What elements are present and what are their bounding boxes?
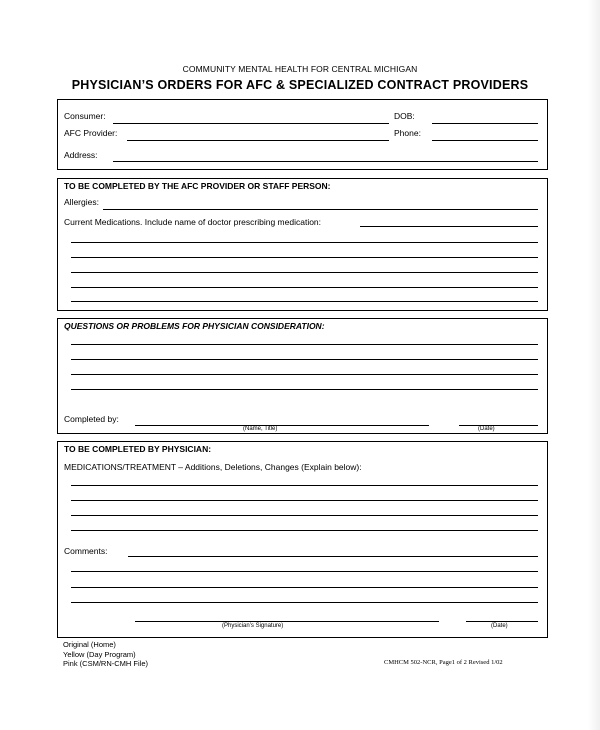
questions-line[interactable] bbox=[71, 359, 538, 360]
allergies-label: Allergies: bbox=[64, 197, 99, 207]
treatment-line[interactable] bbox=[71, 530, 538, 531]
form-code: CMHCM 502-NCR, Page1 of 2 Revised 1/02 bbox=[384, 659, 503, 666]
comments-line[interactable] bbox=[71, 571, 538, 572]
questions-line[interactable] bbox=[71, 344, 538, 345]
comments-label: Comments: bbox=[64, 546, 108, 556]
medications-line[interactable] bbox=[71, 287, 538, 288]
name-title-caption: (Name, Title) bbox=[243, 426, 278, 432]
medications-line[interactable] bbox=[71, 257, 538, 258]
medications-line[interactable] bbox=[71, 301, 538, 302]
current-medications-label: Current Medications. Include name of doctor prescribing medication: bbox=[64, 217, 322, 227]
questions-line[interactable] bbox=[71, 374, 538, 375]
comments-line[interactable] bbox=[71, 587, 538, 588]
consumer-label: Consumer: bbox=[64, 111, 106, 121]
consumer-field[interactable] bbox=[113, 123, 389, 124]
afc-section-heading: TO BE COMPLETED BY THE AFC PROVIDER OR STAFF PERSON: bbox=[64, 181, 331, 191]
questions-section bbox=[57, 318, 548, 434]
copy-distribution-item: Original (Home) bbox=[63, 640, 116, 649]
organization-name: COMMUNITY MENTAL HEALTH FOR CENTRAL MICHIGAN bbox=[182, 64, 418, 74]
treatment-line[interactable] bbox=[71, 500, 538, 501]
dob-field[interactable] bbox=[432, 123, 538, 124]
physician-section bbox=[57, 441, 548, 638]
physician-date-caption: (Date) bbox=[491, 623, 508, 629]
questions-heading: QUESTIONS OR PROBLEMS FOR PHYSICIAN CONSIDERATION: bbox=[64, 321, 325, 331]
medications-treatment-label: MEDICATIONS/TREATMENT – Additions, Deletions, Changes (Explain below): bbox=[64, 462, 362, 472]
treatment-line[interactable] bbox=[71, 515, 538, 516]
form-title: PHYSICIAN’S ORDERS FOR AFC & SPECIALIZED CONTRACT PROVIDERS bbox=[71, 78, 529, 92]
dob-label: DOB: bbox=[394, 111, 415, 121]
copy-distribution-item: Pink (CSM/RN-CMH File) bbox=[63, 659, 148, 668]
page-edge-shadow bbox=[588, 0, 600, 730]
address-field[interactable] bbox=[113, 161, 538, 162]
afc-provider-label: AFC Provider: bbox=[64, 128, 118, 138]
comments-field[interactable] bbox=[128, 556, 538, 557]
afc-provider-field[interactable] bbox=[127, 140, 389, 141]
allergies-field[interactable] bbox=[103, 209, 538, 210]
phone-field[interactable] bbox=[432, 140, 538, 141]
physician-signature-field[interactable] bbox=[135, 621, 439, 622]
completed-by-label: Completed by: bbox=[64, 414, 119, 424]
physician-heading: TO BE COMPLETED BY PHYSICIAN: bbox=[64, 444, 212, 454]
medications-line[interactable] bbox=[71, 242, 538, 243]
completed-date-caption: (Date) bbox=[478, 426, 495, 432]
afc-provider-section bbox=[57, 178, 548, 311]
phone-label: Phone: bbox=[394, 128, 421, 138]
physician-date-field[interactable] bbox=[466, 621, 538, 622]
treatment-line[interactable] bbox=[71, 485, 538, 486]
medications-field[interactable] bbox=[360, 226, 538, 227]
questions-line[interactable] bbox=[71, 389, 538, 390]
consumer-info-box bbox=[57, 99, 548, 170]
comments-line[interactable] bbox=[71, 602, 538, 603]
signature-caption: (Physician’s Signature) bbox=[222, 623, 284, 629]
completed-date-field[interactable] bbox=[459, 425, 538, 426]
medications-line[interactable] bbox=[71, 272, 538, 273]
completed-by-field[interactable] bbox=[135, 425, 429, 426]
copy-distribution-item: Yellow (Day Program) bbox=[63, 650, 136, 659]
address-label: Address: bbox=[64, 150, 98, 160]
